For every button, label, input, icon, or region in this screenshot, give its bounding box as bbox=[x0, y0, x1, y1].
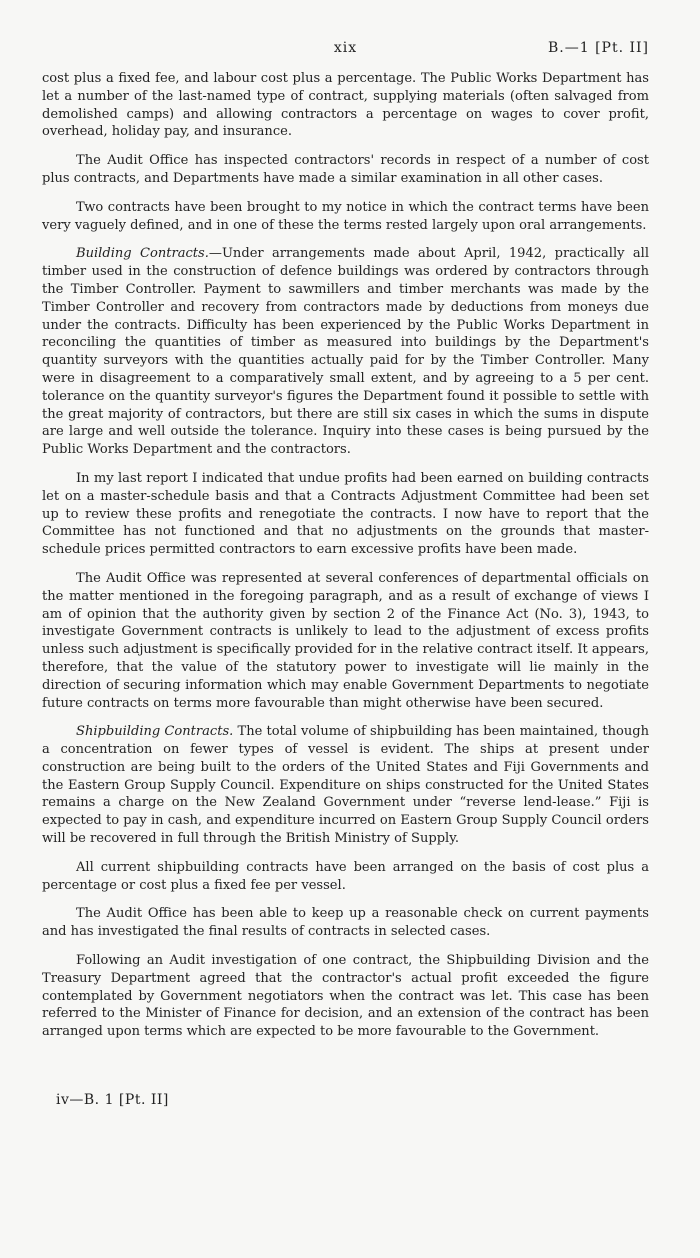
paragraph-text: Following an Audit investigation of one contract, the Shipbuilding Division and the Treasury Department agreed that the contractor's actual profit exceeded the figure contemplated by Government negotiators when the contract was let. This case has been referred to the Minister of Finance for decision, and an extension of the contract has been arranged upon terms which are expected to be more favourable to the Government. bbox=[42, 953, 649, 1040]
paragraph bbox=[42, 152, 649, 188]
paragraph bbox=[42, 470, 649, 559]
paragraph-text: Two contracts have been brought to my notice in which the contract terms have been very vaguely defined, and in one of these the terms rested largely upon oral arrangements. bbox=[42, 199, 649, 233]
paragraph-heading: Building Contracts. bbox=[76, 246, 209, 262]
paragraph-text: The Audit Office has inspected contractors' records in respect of a number of cost plus contracts, and Departments have made a similar examination in all other cases. bbox=[42, 153, 649, 186]
paragraph bbox=[42, 952, 649, 1041]
document-reference: B.—1 [Pt. II] bbox=[547, 40, 649, 56]
paragraph-text: All current shipbuilding contracts have been arranged on the basis of cost plus a percentage or cost plus a fixed fee per vessel. bbox=[42, 859, 649, 893]
paragraph-text: The total volume of shipbuilding has been maintained, though a concentration on fewer types of vessel is evident. The ships at present under construction are being built to the orders of the United States and Fiji Governments and the Eastern Group Supply Council. Expenditure on ships constructed for the United States remains a charge on the New Zealand Government under “reverse lend-lease.” Fiji is expected to pay in cash, and expenditure incurred on Eastern Group Supply Council orders will be recovered in full through the British Ministry of Supply. bbox=[42, 724, 649, 847]
paragraph-heading: Shipbuilding Contracts. bbox=[76, 724, 234, 740]
paragraph bbox=[42, 245, 649, 459]
paragraph bbox=[42, 199, 649, 235]
paragraph bbox=[42, 570, 649, 712]
paragraph-text: In my last report I indicated that undue profits had been earned on building contracts let on a master-schedule basis and that a Contracts Adjustment Committee had been set up to review these profits and renegotiate the contracts. I now have to report that the Committee has not functioned and that no adjustments on the grounds that master-schedule prices permitted contractors to earn excessive profits have been made. bbox=[42, 470, 649, 558]
page-header bbox=[42, 40, 649, 60]
paragraph bbox=[42, 859, 649, 895]
paragraph-text: The Audit Office was represented at several conferences of departmental officials on the matter mentioned in the foregoing paragraph, and as a result of exchange of views I am of opinion that the authority given by section 2 of the Finance Act (No. 3), 1943, to investigate Government contracts is unlikely to lead to the adjustment of excess profits unless such adjustment is specifically provided for in the relative contract itself. It appears, therefore, that the value of the statutory power to investigate will lie mainly in the direction of securing information which may enable Government Departments to negotiate future contracts on terms more favourable than might otherwise have been secured. bbox=[42, 570, 649, 711]
page-footer: iv—B. 1 [Pt. II] bbox=[56, 1092, 169, 1108]
paragraph bbox=[42, 70, 649, 141]
paragraph-text: —Under arrangements made about April, 1942, practically all timber used in the construction of defence buildings was ordered by contractors through the Timber Controller. Payment to sawmillers and timber merchants was made by the Timber Controller and recovery from contractors made by deductions from moneys due under the contracts. Difficulty has been experienced by the Public Works Department in reconciling the quantities of timber as measured into buildings by the Department's quantity surveyors with the quantities actually paid for by the Timber Controller. Many were in disagreement to a comparatively small extent, and by agreeing to a 5 per cent. tolerance on the quantity surveyor's figures the Department found it possible to settle with the great majority of contractors, but there are still six cases in which the sums in dispute are large and well outside the tolerance. Inquiry into these cases is being pursued by the Public Works Department and the contractors. bbox=[42, 246, 649, 458]
paragraph bbox=[42, 723, 649, 848]
paragraph-text: cost plus a fixed fee, and labour cost plus a percentage. The Public Works Department has let a number of the last-named type of contract, supplying materials (often salvaged from demolished camps) and allowing contractors a percentage on wages to cover profit, overhead, holiday pay, and insurance. bbox=[42, 71, 649, 140]
paragraph-text: The Audit Office has been able to keep up a reasonable check on current payments and has investigated the final results of contracts in selected cases. bbox=[42, 906, 649, 940]
document-body bbox=[42, 70, 649, 1052]
page-number: xix bbox=[333, 40, 358, 56]
paragraph bbox=[42, 905, 649, 941]
